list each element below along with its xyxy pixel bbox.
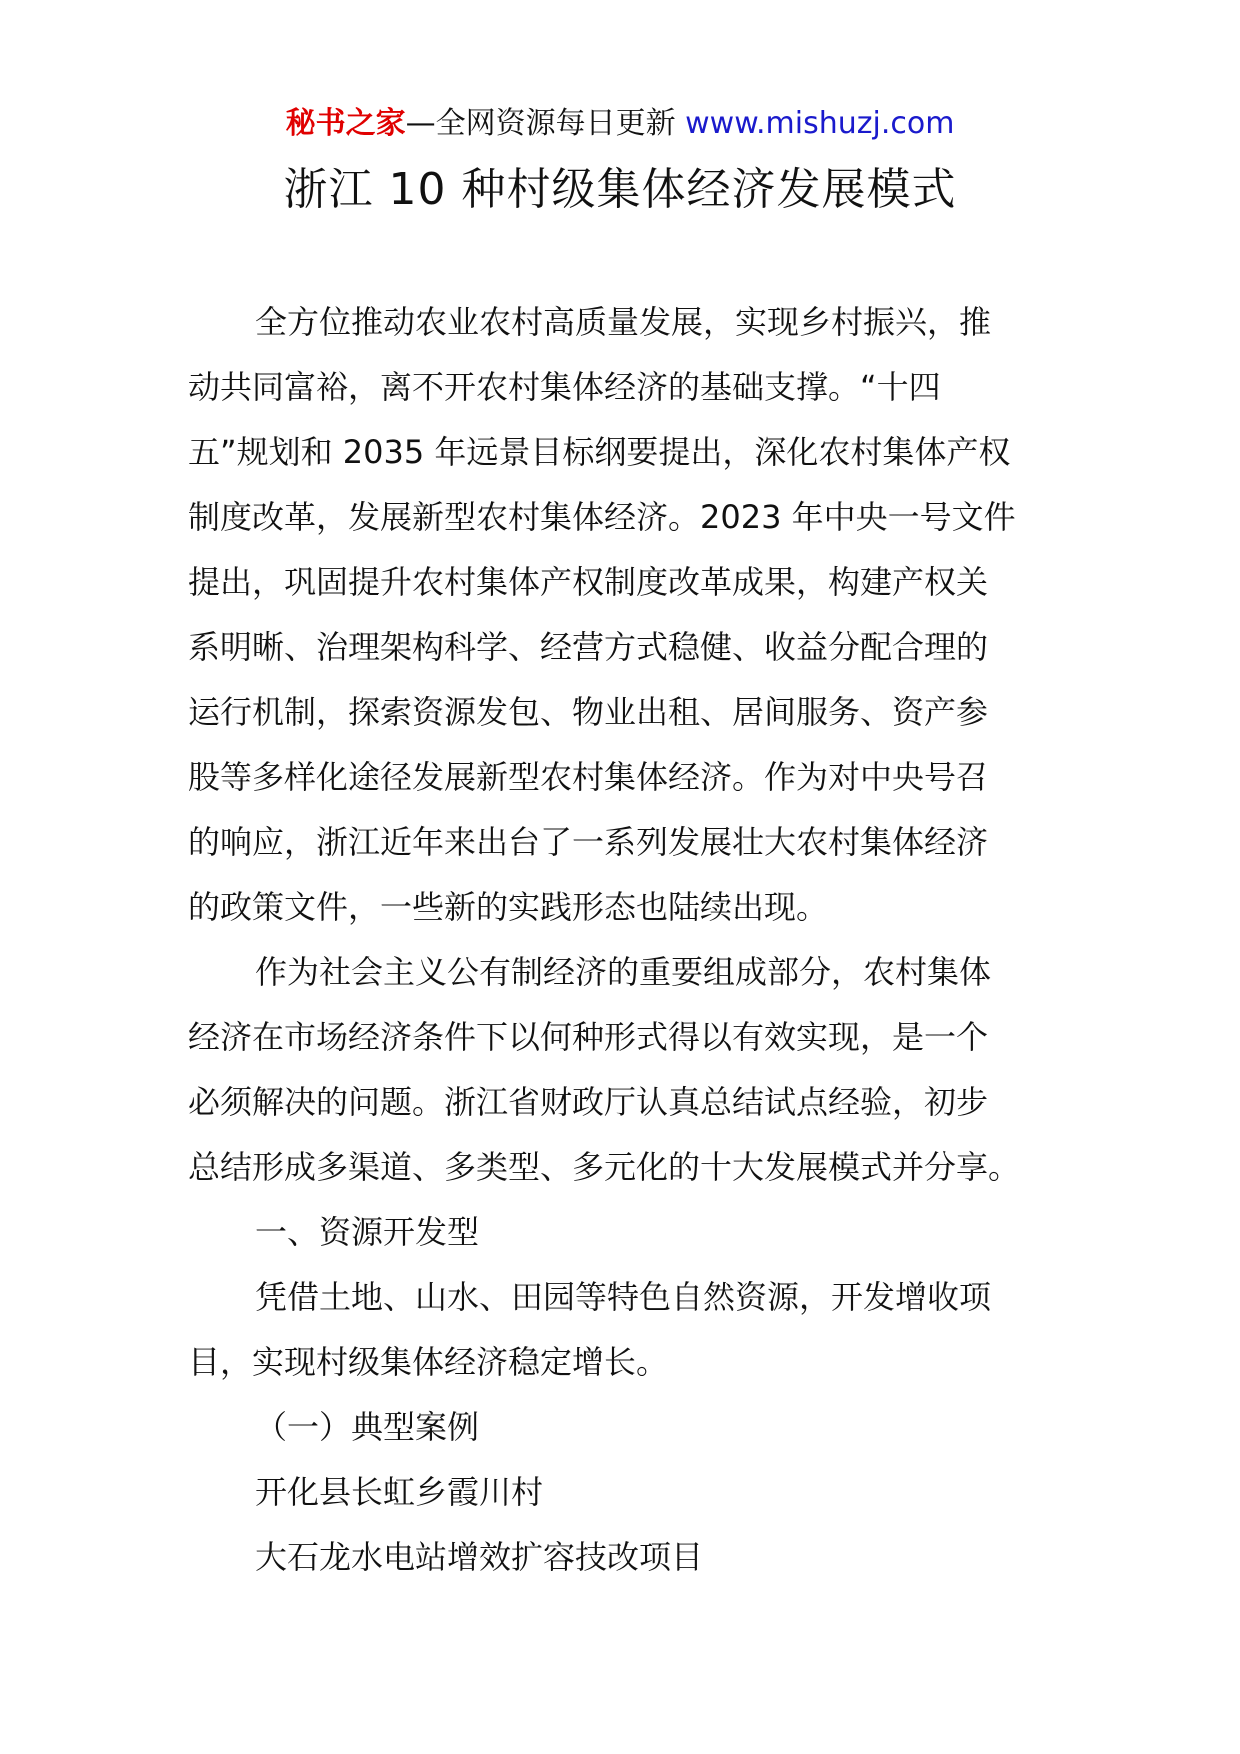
paragraph-line: 作为社会主义公有制经济的重要组成部分，农村集体 bbox=[255, 953, 992, 991]
paragraph-line: 五”规划和 2035 年远景目标纲要提出，深化农村集体产权 bbox=[188, 433, 1011, 471]
subsection-heading: （一）典型案例 bbox=[255, 1408, 480, 1446]
site-url-link[interactable]: www.mishuzj.com bbox=[685, 106, 955, 141]
paragraph-line: 提出，巩固提升农村集体产权制度改革成果，构建产权关 bbox=[188, 563, 989, 601]
paragraph-line: 运行机制，探索资源发包、物业出租、居间服务、资产参 bbox=[188, 693, 989, 731]
paragraph-line: 动共同富裕，离不开农村集体经济的基础支撑。“十四 bbox=[188, 368, 941, 406]
site-header bbox=[0, 104, 1240, 144]
paragraph-line: 凭借土地、山水、田园等特色自然资源，开发增收项 bbox=[255, 1278, 992, 1316]
document-title: 浙江 10 种村级集体经济发展模式 bbox=[283, 164, 957, 215]
paragraph-line: 系明晰、治理架构科学、经营方式稳健、收益分配合理的 bbox=[188, 628, 989, 666]
paragraph-line: 必须解决的问题。浙江省财政厅认真总结试点经验，初步 bbox=[188, 1083, 989, 1121]
paragraph-line: 全方位推动农业农村高质量发展，实现乡村振兴，推 bbox=[255, 303, 992, 341]
document-body bbox=[188, 290, 1052, 1590]
section-heading: 一、资源开发型 bbox=[255, 1213, 480, 1251]
header-tagline: —全网资源每日更新 bbox=[405, 106, 686, 141]
case-project-name: 大石龙水电站增效扩容技改项目 bbox=[255, 1538, 704, 1576]
paragraph-line: 的响应，浙江近年来出台了一系列发展壮大农村集体经济 bbox=[188, 823, 989, 861]
paragraph-line: 总结形成多渠道、多类型、多元化的十大发展模式并分享。 bbox=[188, 1148, 1021, 1186]
paragraph-line: 的政策文件，一些新的实践形态也陆续出现。 bbox=[188, 888, 829, 926]
case-village-name: 开化县长虹乡霞川村 bbox=[255, 1473, 544, 1511]
paragraph-line: 经济在市场经济条件下以何种形式得以有效实现，是一个 bbox=[188, 1018, 989, 1056]
brand-name: 秘书之家 bbox=[285, 106, 406, 141]
paragraph-line: 制度改革，发展新型农村集体经济。2023 年中央一号文件 bbox=[188, 498, 1016, 536]
paragraph-line: 股等多样化途径发展新型农村集体经济。作为对中央号召 bbox=[188, 758, 989, 796]
paragraph-line: 目，实现村级集体经济稳定增长。 bbox=[188, 1343, 669, 1381]
